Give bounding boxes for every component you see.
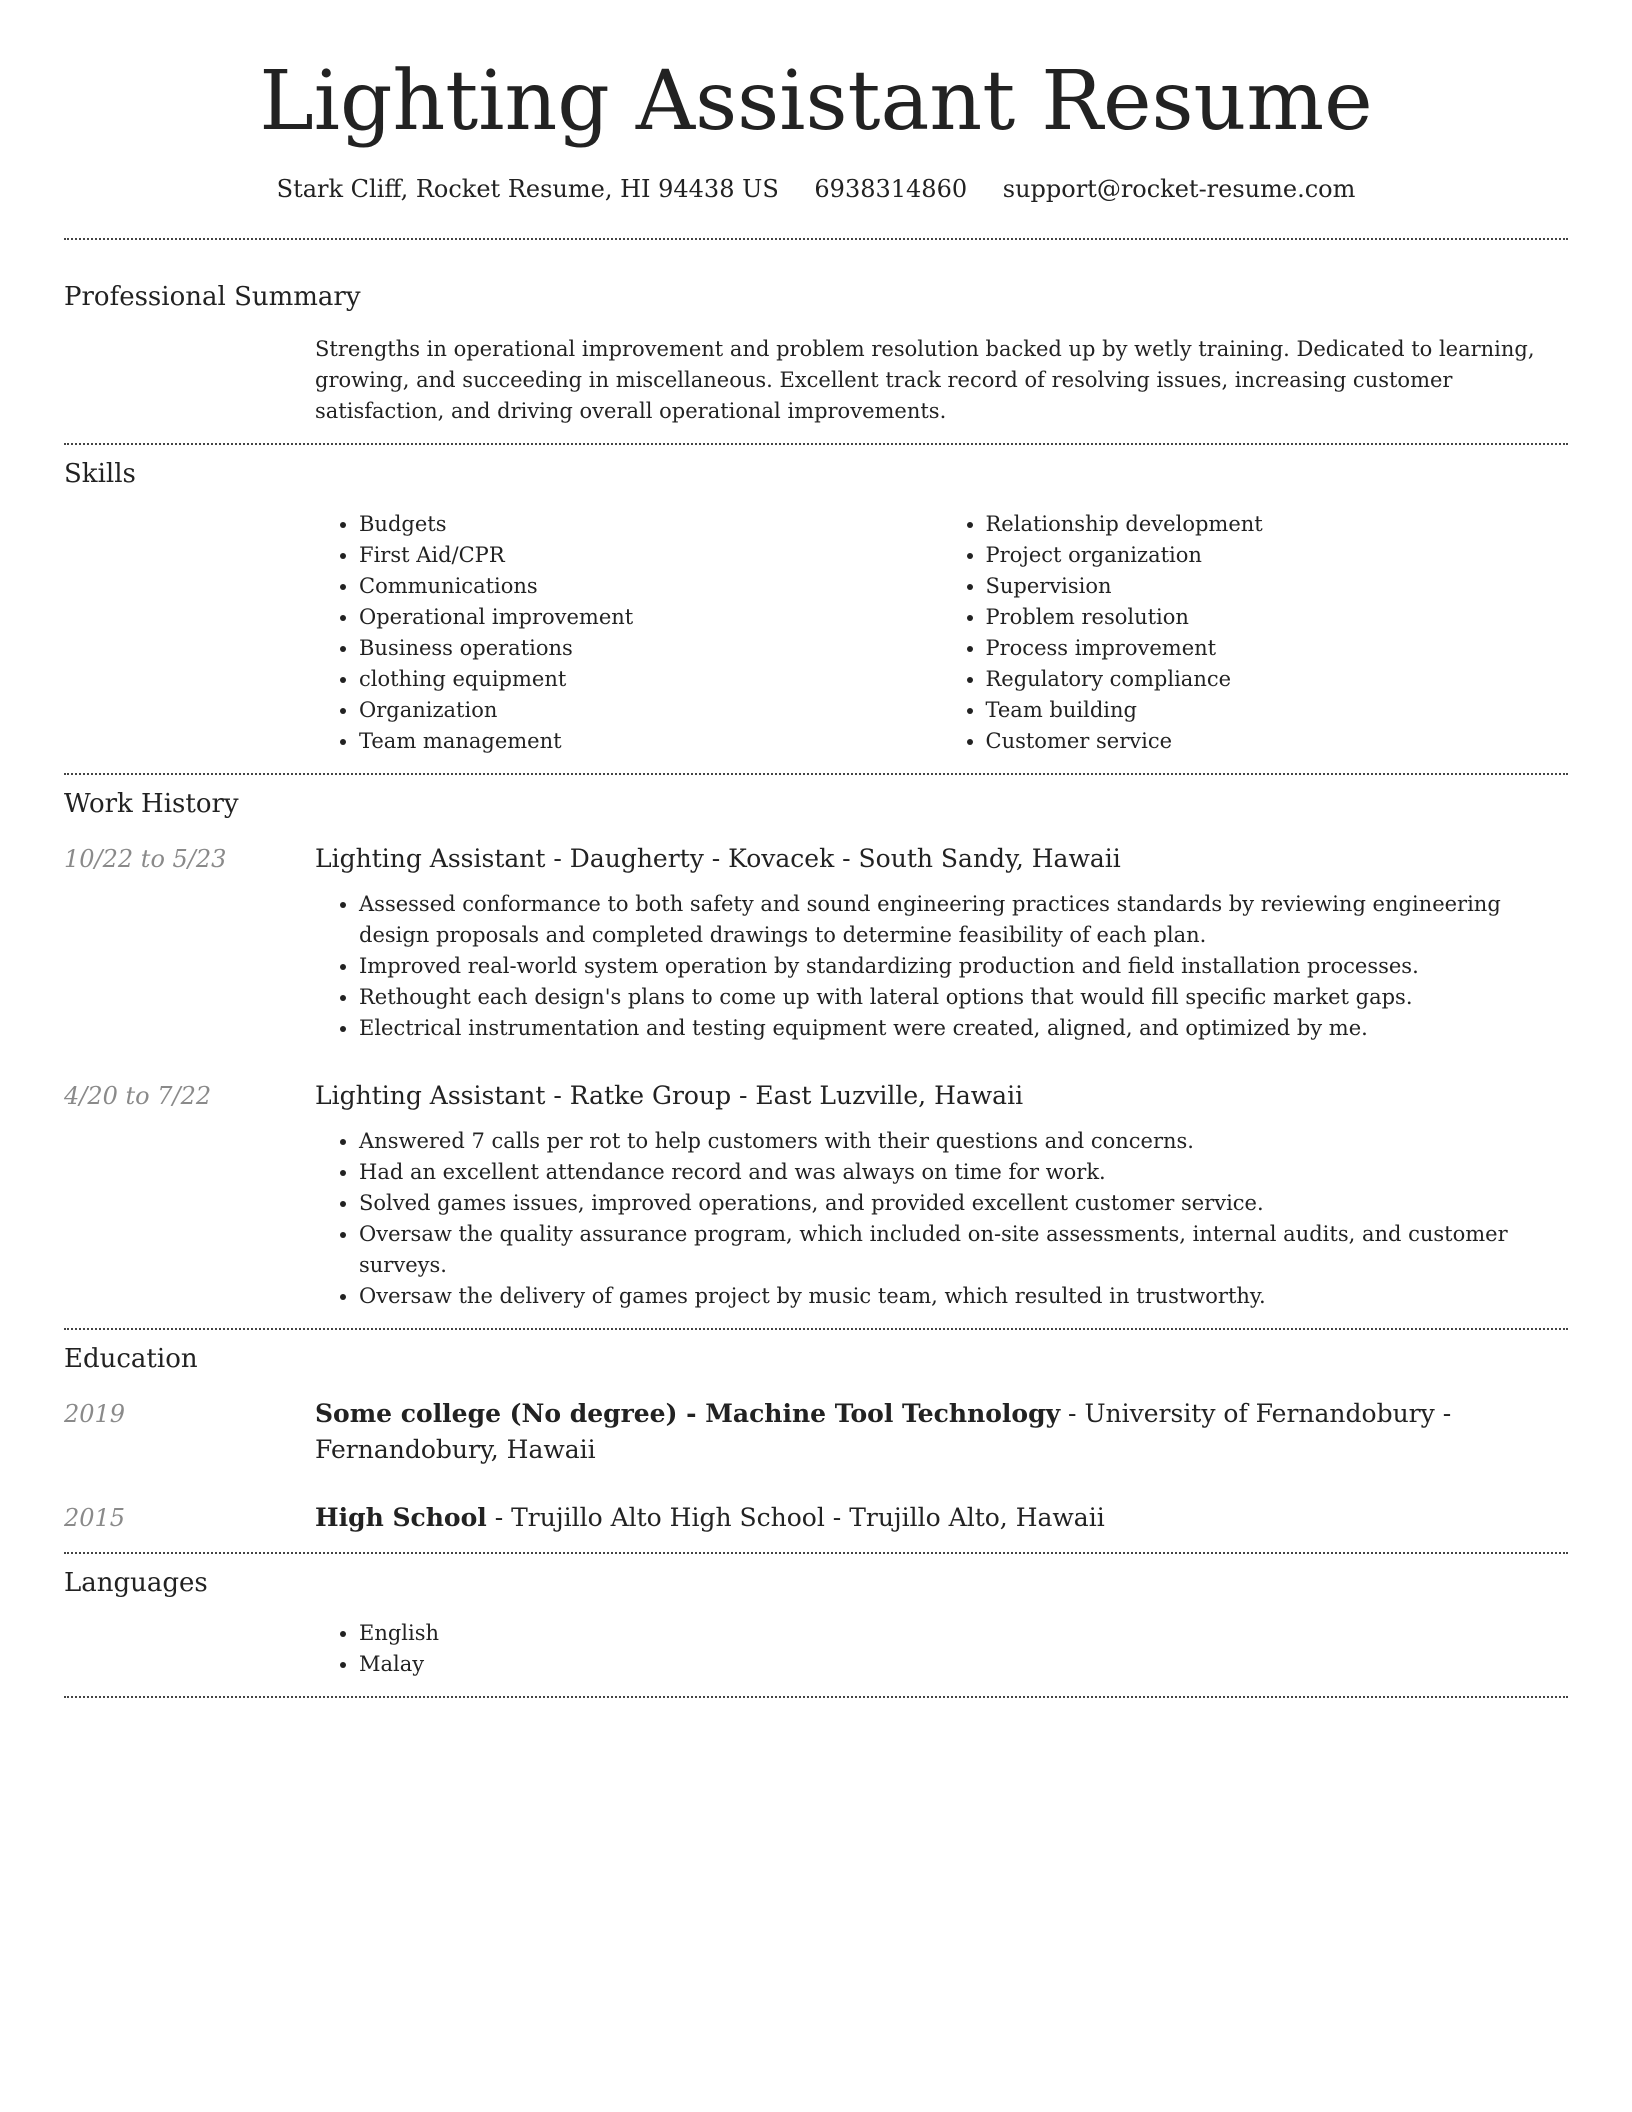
skill-item: • Project organization — [986, 540, 1569, 571]
job-dates: 10/22 to 5/23 — [64, 845, 227, 873]
job-entry — [64, 1078, 1568, 1312]
contact-line — [64, 172, 1568, 206]
section-work-history — [64, 775, 1568, 1312]
contact-phone: 6938314860 — [814, 175, 968, 203]
education-school: - University of Fernandobury - Fernandobury, Hawaii — [315, 1399, 1452, 1464]
job-bullet: • Improved real-world system operation by standardizing production and field installation processes. — [359, 951, 1568, 982]
contact-address: Stark Cliff, Rocket Resume, HI 94438 US — [276, 175, 779, 203]
job-bullets — [315, 889, 1568, 1044]
job-dates: 4/20 to 7/22 — [64, 1082, 212, 1110]
skill-item: • Regulatory compliance — [986, 664, 1569, 695]
section-title-summary: Professional Summary — [64, 282, 361, 312]
education-degree: High School — [315, 1503, 487, 1532]
job-heading: Lighting Assistant - Daugherty - Kovacek - South Sandy, Hawaii — [315, 844, 1121, 873]
summary-text: Strengths in operational improvement and problem resolution backed up by wetly training. Dedicated to learning, growing, and succeeding in miscellaneous. Excellent track record of resolving issues, increasing customer satisfaction, and driving overall operational improvements. — [315, 337, 1535, 423]
skill-item: • Process improvement — [986, 633, 1569, 664]
job-bullet: • Rethought each design's plans to come up with lateral options that would fill specific market gaps. — [359, 982, 1568, 1013]
section-title-languages: Languages — [64, 1568, 208, 1598]
section-title-work: Work History — [64, 789, 239, 819]
section-languages — [64, 1554, 1568, 1680]
skills-list-left — [315, 509, 942, 757]
education-heading — [315, 1500, 1568, 1536]
education-year: 2015 — [64, 1504, 126, 1532]
skill-item: • Supervision — [986, 571, 1569, 602]
skill-item: • Organization — [359, 695, 942, 726]
job-bullet: • Assessed conformance to both safety and sound engineering practices standards by reviewing engineering design proposals and completed drawings to determine feasibility of each plan. — [359, 889, 1568, 951]
job-bullet: • Answered 7 calls per rot to help customers with their questions and concerns. — [359, 1126, 1568, 1157]
skill-item: • Problem resolution — [986, 602, 1569, 633]
section-title-skills: Skills — [64, 459, 136, 489]
job-bullet: • Oversaw the delivery of games project by music team, which resulted in trustworthy. — [359, 1281, 1568, 1312]
skill-item: • First Aid/CPR — [359, 540, 942, 571]
skill-item: • Customer service — [986, 726, 1569, 757]
education-entry — [64, 1396, 1568, 1468]
skill-item: • Operational improvement — [359, 602, 942, 633]
job-bullet: • Electrical instrumentation and testing equipment were created, aligned, and optimized by me. — [359, 1013, 1568, 1044]
skill-item: • Business operations — [359, 633, 942, 664]
skill-item: • Communications — [359, 571, 942, 602]
skill-item: • Team management — [359, 726, 942, 757]
education-degree: Some college (No degree) - Machine Tool Technology — [315, 1399, 1061, 1428]
section-summary — [64, 240, 1568, 427]
skill-item: • Team building — [986, 695, 1569, 726]
language-item: • Malay — [359, 1649, 1568, 1680]
skill-item: • clothing equipment — [359, 664, 942, 695]
languages-list — [315, 1618, 1568, 1680]
education-heading — [315, 1396, 1568, 1468]
job-bullet: • Had an excellent attendance record and was always on time for work. — [359, 1157, 1568, 1188]
skill-item: • Budgets — [359, 509, 942, 540]
skill-item: • Relationship development — [986, 509, 1569, 540]
job-heading: Lighting Assistant - Ratke Group - East Luzville, Hawaii — [315, 1081, 1024, 1110]
resume-title: Lighting Assistant Resume — [259, 54, 1373, 149]
resume-page — [64, 0, 1568, 1698]
job-bullet: • Solved games issues, improved operations, and provided excellent customer service. — [359, 1188, 1568, 1219]
contact-email: support@rocket-resume.com — [1002, 175, 1356, 203]
section-skills — [64, 445, 1568, 757]
education-school: - Trujillo Alto High School - Trujillo Alto, Hawaii — [486, 1503, 1105, 1532]
section-education — [64, 1330, 1568, 1536]
skills-list-right — [942, 509, 1569, 757]
job-bullet: • Oversaw the quality assurance program, which included on-site assessments, internal audits, and customer surveys. — [359, 1219, 1568, 1281]
section-title-education: Education — [64, 1344, 198, 1374]
job-bullets — [315, 1126, 1568, 1312]
job-entry — [64, 841, 1568, 1044]
language-item: • English — [359, 1618, 1568, 1649]
education-year: 2019 — [64, 1400, 126, 1428]
divider — [64, 1696, 1568, 1698]
education-entry — [64, 1500, 1568, 1536]
